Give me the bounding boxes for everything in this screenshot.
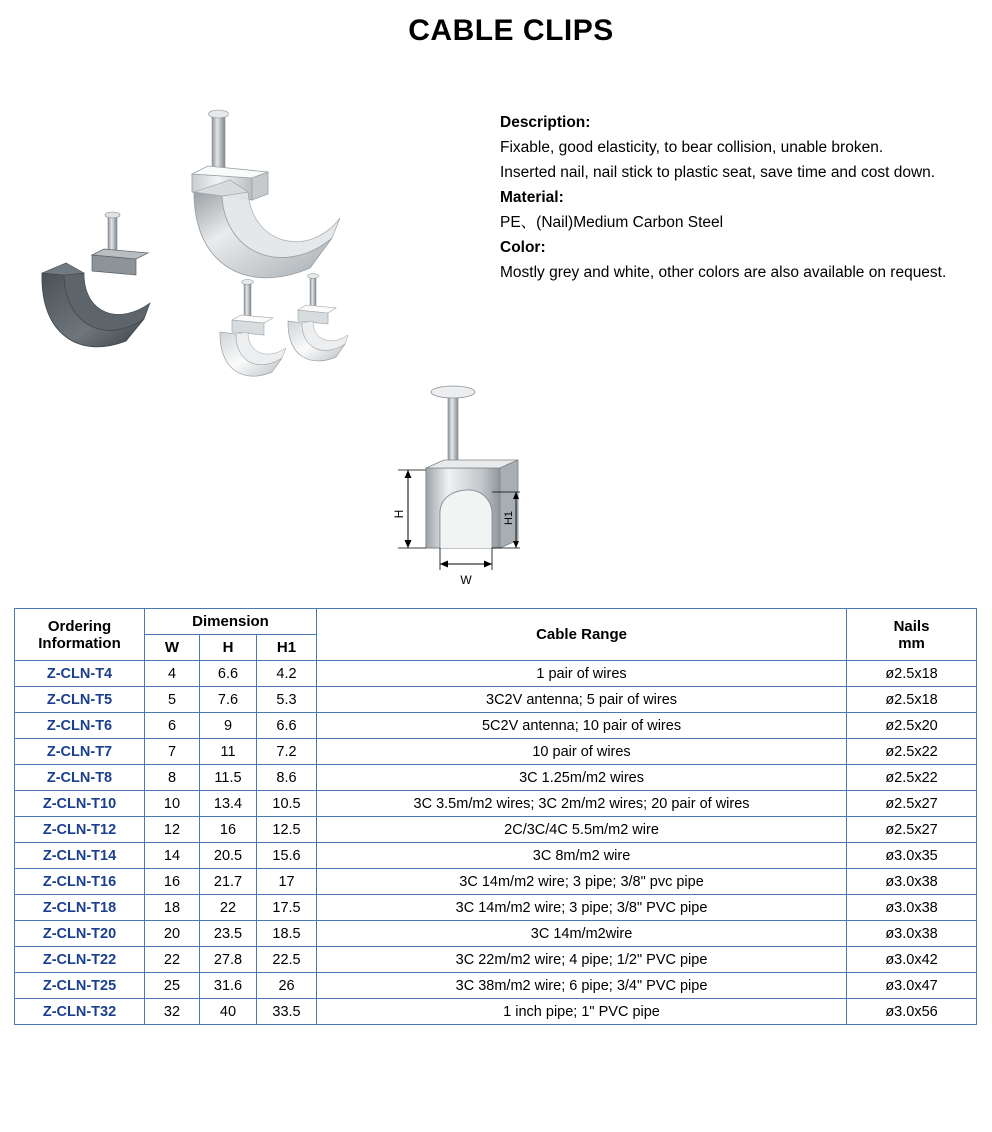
cell-h: 22 bbox=[200, 895, 257, 921]
color-value: Mostly grey and white, other colors are also available on request. bbox=[500, 264, 947, 281]
cell-code: Z-CLN-T12 bbox=[15, 817, 145, 843]
cell-h: 27.8 bbox=[200, 947, 257, 973]
cell-h: 7.6 bbox=[200, 687, 257, 713]
description-label: Description: bbox=[500, 114, 591, 131]
clip-large-white bbox=[192, 110, 340, 278]
cell-h: 13.4 bbox=[200, 791, 257, 817]
table-row bbox=[15, 921, 977, 947]
cell-h: 9 bbox=[200, 713, 257, 739]
cell-nails: ø3.0x38 bbox=[847, 921, 977, 947]
clip-dark-grey bbox=[42, 212, 150, 347]
cell-nails: ø2.5x20 bbox=[847, 713, 977, 739]
header-cable-range: Cable Range bbox=[317, 609, 847, 661]
cell-nails: ø3.0x38 bbox=[847, 895, 977, 921]
clip-small-b bbox=[288, 274, 348, 361]
header-h: H bbox=[200, 635, 257, 661]
product-photo bbox=[0, 58, 500, 378]
header-w: W bbox=[145, 635, 200, 661]
cell-code: Z-CLN-T25 bbox=[15, 973, 145, 999]
cell-w: 4 bbox=[145, 661, 200, 687]
cell-code: Z-CLN-T8 bbox=[15, 765, 145, 791]
cell-nails: ø2.5x18 bbox=[847, 687, 977, 713]
cell-code: Z-CLN-T20 bbox=[15, 921, 145, 947]
cell-h1: 22.5 bbox=[257, 947, 317, 973]
cell-code: Z-CLN-T14 bbox=[15, 843, 145, 869]
cell-range: 3C 38m/m2 wire; 6 pipe; 3/4" PVC pipe bbox=[317, 973, 847, 999]
cell-range: 5C2V antenna; 10 pair of wires bbox=[317, 713, 847, 739]
cell-range: 3C 8m/m2 wire bbox=[317, 843, 847, 869]
cell-h1: 33.5 bbox=[257, 999, 317, 1025]
cell-h: 31.6 bbox=[200, 973, 257, 999]
cell-w: 32 bbox=[145, 999, 200, 1025]
table-header-row-1 bbox=[15, 609, 977, 635]
table-row bbox=[15, 661, 977, 687]
cell-nails: ø3.0x56 bbox=[847, 999, 977, 1025]
technical-drawing bbox=[0, 378, 992, 598]
cell-range: 3C 22m/m2 wire; 4 pipe; 1/2" PVC pipe bbox=[317, 947, 847, 973]
cell-w: 18 bbox=[145, 895, 200, 921]
cell-nails: ø2.5x22 bbox=[847, 765, 977, 791]
table-body bbox=[15, 661, 977, 1025]
header-ordering-information bbox=[15, 609, 145, 661]
table-row bbox=[15, 713, 977, 739]
cell-h: 21.7 bbox=[200, 869, 257, 895]
cell-nails: ø3.0x47 bbox=[847, 973, 977, 999]
table-row bbox=[15, 791, 977, 817]
table-row bbox=[15, 739, 977, 765]
color-label: Color: bbox=[500, 239, 546, 256]
cell-h1: 17.5 bbox=[257, 895, 317, 921]
cell-range: 3C 3.5m/m2 wires; 3C 2m/m2 wires; 20 pair of wires bbox=[317, 791, 847, 817]
cell-range: 1 pair of wires bbox=[317, 661, 847, 687]
cell-code: Z-CLN-T6 bbox=[15, 713, 145, 739]
cell-code: Z-CLN-T10 bbox=[15, 791, 145, 817]
cell-code: Z-CLN-T32 bbox=[15, 999, 145, 1025]
cell-h1: 10.5 bbox=[257, 791, 317, 817]
cell-h1: 6.6 bbox=[257, 713, 317, 739]
diagram-nail bbox=[431, 386, 475, 470]
cell-h1: 7.2 bbox=[257, 739, 317, 765]
page-title: CABLE CLIPS bbox=[408, 14, 614, 47]
cell-nails: ø3.0x38 bbox=[847, 869, 977, 895]
table-row bbox=[15, 687, 977, 713]
cell-range: 3C 14m/m2wire bbox=[317, 921, 847, 947]
clip-small-a bbox=[220, 280, 286, 377]
cell-code: Z-CLN-T4 bbox=[15, 661, 145, 687]
table-row bbox=[15, 817, 977, 843]
table-row bbox=[15, 843, 977, 869]
cell-nails: ø2.5x27 bbox=[847, 791, 977, 817]
header-ordering-line1: Ordering bbox=[47, 617, 112, 635]
cell-w: 6 bbox=[145, 713, 200, 739]
cell-h1: 12.5 bbox=[257, 817, 317, 843]
dimension-w-label: W bbox=[460, 573, 472, 587]
specification-table bbox=[14, 608, 977, 1025]
cell-h1: 15.6 bbox=[257, 843, 317, 869]
cell-range: 3C 14m/m2 wire; 3 pipe; 3/8" pvc pipe bbox=[317, 869, 847, 895]
header-ordering-line2: Information bbox=[38, 634, 121, 652]
cell-nails: ø2.5x27 bbox=[847, 817, 977, 843]
header-nails bbox=[847, 609, 977, 661]
cell-h1: 18.5 bbox=[257, 921, 317, 947]
cell-h1: 8.6 bbox=[257, 765, 317, 791]
cell-code: Z-CLN-T22 bbox=[15, 947, 145, 973]
cell-h: 40 bbox=[200, 999, 257, 1025]
cell-h: 20.5 bbox=[200, 843, 257, 869]
table-row bbox=[15, 947, 977, 973]
cell-nails: ø2.5x18 bbox=[847, 661, 977, 687]
dimension-h1-label: H1 bbox=[503, 510, 515, 526]
dimension-diagram bbox=[0, 378, 992, 598]
cell-h: 11 bbox=[200, 739, 257, 765]
cell-code: Z-CLN-T5 bbox=[15, 687, 145, 713]
cell-h1: 26 bbox=[257, 973, 317, 999]
cell-w: 25 bbox=[145, 973, 200, 999]
material-value: PE、(Nail)Medium Carbon Steel bbox=[500, 214, 724, 231]
description-line-1: Fixable, good elasticity, to bear collision, unable broken. bbox=[500, 139, 884, 156]
cell-w: 22 bbox=[145, 947, 200, 973]
table-row bbox=[15, 895, 977, 921]
cell-nails: ø3.0x42 bbox=[847, 947, 977, 973]
dimension-h-label: H bbox=[392, 509, 406, 519]
header-h1: H1 bbox=[257, 635, 317, 661]
description-block bbox=[500, 58, 970, 285]
cell-range: 10 pair of wires bbox=[317, 739, 847, 765]
cell-h: 23.5 bbox=[200, 921, 257, 947]
material-label: Material: bbox=[500, 189, 564, 206]
cell-range: 1 inch pipe; 1" PVC pipe bbox=[317, 999, 847, 1025]
cell-w: 10 bbox=[145, 791, 200, 817]
dimension-h bbox=[398, 470, 426, 548]
cell-nails: ø3.0x35 bbox=[847, 843, 977, 869]
cell-h1: 4.2 bbox=[257, 661, 317, 687]
cell-code: Z-CLN-T18 bbox=[15, 895, 145, 921]
cell-h1: 5.3 bbox=[257, 687, 317, 713]
cell-w: 7 bbox=[145, 739, 200, 765]
cell-w: 12 bbox=[145, 817, 200, 843]
cell-w: 20 bbox=[145, 921, 200, 947]
table-row bbox=[15, 999, 977, 1025]
table-row bbox=[15, 765, 977, 791]
cell-h: 6.6 bbox=[200, 661, 257, 687]
cell-w: 16 bbox=[145, 869, 200, 895]
header-nails-line1: Nails bbox=[893, 617, 930, 635]
cell-w: 8 bbox=[145, 765, 200, 791]
cell-w: 5 bbox=[145, 687, 200, 713]
cell-nails: ø2.5x22 bbox=[847, 739, 977, 765]
cell-range: 3C 1.25m/m2 wires bbox=[317, 765, 847, 791]
cell-h: 11.5 bbox=[200, 765, 257, 791]
header-nails-line2: mm bbox=[898, 634, 925, 652]
cell-range: 3C 14m/m2 wire; 3 pipe; 3/8" PVC pipe bbox=[317, 895, 847, 921]
table-row bbox=[15, 973, 977, 999]
table-row bbox=[15, 869, 977, 895]
cell-range: 3C2V antenna; 5 pair of wires bbox=[317, 687, 847, 713]
table-head bbox=[15, 609, 977, 661]
cell-w: 14 bbox=[145, 843, 200, 869]
cell-h1: 17 bbox=[257, 869, 317, 895]
cell-range: 2C/3C/4C 5.5m/m2 wire bbox=[317, 817, 847, 843]
cell-h: 16 bbox=[200, 817, 257, 843]
cable-clips-photo-illustration bbox=[0, 58, 500, 378]
top-section bbox=[0, 48, 992, 378]
header-dimension: Dimension bbox=[145, 609, 317, 635]
diagram-clip-body bbox=[426, 460, 518, 548]
dimension-w bbox=[440, 548, 492, 570]
cell-code: Z-CLN-T16 bbox=[15, 869, 145, 895]
cell-code: Z-CLN-T7 bbox=[15, 739, 145, 765]
description-line-2: Inserted nail, nail stick to plastic seat, save time and cost down. bbox=[500, 164, 936, 181]
